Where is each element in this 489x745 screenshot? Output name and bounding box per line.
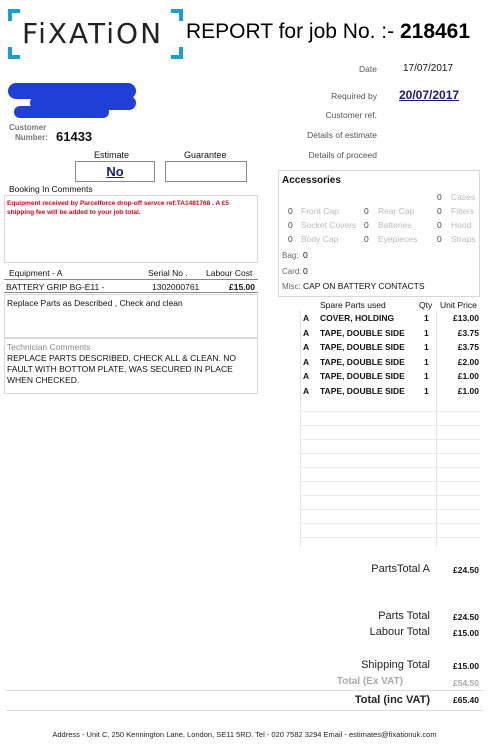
accessory-qty: 0 (437, 234, 442, 244)
logo-bracket (171, 47, 183, 59)
accessory-filters: Filters (451, 206, 475, 216)
divider (6, 710, 483, 711)
parts-total-value: £24.50 (453, 612, 479, 622)
part-price: £2.00 (457, 356, 479, 367)
part-name: COVER, HOLDING (320, 313, 395, 323)
part-name: TAPE, DOUBLE SIDE (320, 327, 405, 338)
accessory-qty: 0 (288, 206, 293, 216)
date-label: Date (359, 64, 377, 74)
estimate-label: Estimate (94, 150, 130, 160)
grid-line (300, 453, 480, 454)
estimate-details-label: Details of estimate (307, 130, 377, 140)
part-qty: 1 (424, 313, 429, 323)
guarantee-box (165, 161, 247, 182)
parts-total-a-value: £24.50 (453, 565, 479, 575)
footer-address: Address - Unit C, 250 Kennington Lane, London, SE11 5RD. Tel - 020 7582 3294 Email - estimates@fixationuk.com (52, 730, 437, 739)
table-row (0, 369, 489, 384)
accessories-title: Accessories (282, 175, 341, 186)
shipping-total-value: £15.00 (453, 661, 479, 671)
part-name: TAPE, DOUBLE SIDE (320, 385, 405, 396)
redaction-scribble (14, 106, 109, 118)
accessory-qty: 0 (364, 206, 369, 216)
table-row (0, 326, 489, 341)
accessory-qty: 0 (364, 220, 369, 230)
part-price: £3.75 (457, 342, 479, 352)
grid-line (300, 411, 480, 412)
logo-bracket (171, 9, 183, 21)
part-price: £1.00 (457, 371, 479, 381)
labour-header: Labour Cost (206, 268, 253, 278)
accessory-socket-covers: Socket Covers (301, 220, 357, 230)
accessory-qty: 0 (288, 220, 293, 230)
required-by-value: 20/07/2017 (399, 88, 460, 102)
grid-line (300, 425, 480, 426)
divider (6, 690, 483, 691)
part-ref: A (303, 356, 310, 367)
equipment-name: BATTERY GRIP BG-E11 - (6, 282, 105, 292)
customer-number: 61433 (56, 129, 93, 144)
accessory-cases: Cases (451, 192, 476, 202)
bag-value: 0 (303, 250, 308, 260)
booking-note: Equipment received by Parcelforce drop-off servce ref:TA1481768 . A £5 shipping fee will be added to your job total. (7, 200, 229, 216)
report-title (186, 20, 470, 44)
equipment-header: Equipment - A (9, 268, 63, 278)
customer-label: Customer (9, 123, 47, 132)
accessory-qty: 0 (288, 234, 293, 244)
parts-header-name: Spare Parts used (320, 300, 386, 310)
guarantee-label: Guarantee (184, 150, 227, 160)
part-qty: 1 (424, 342, 429, 352)
accessory-straps: Straps (451, 234, 476, 244)
parts-header-qty: Qty (419, 300, 433, 310)
bag-label: Bag: (282, 251, 299, 260)
table-row (0, 340, 489, 355)
grid-line (300, 509, 480, 510)
fixation-logo (8, 9, 183, 59)
accessory-qty: 0 (437, 220, 442, 230)
accessory-qty: 0 (437, 192, 442, 202)
part-price: £1.00 (457, 385, 479, 396)
table-row (0, 355, 489, 370)
job-number: 218461 (399, 20, 471, 43)
card-label: Card: (282, 267, 302, 276)
part-qty: 1 (424, 371, 429, 381)
accessory-qty: 0 (364, 234, 369, 244)
part-ref: A (303, 342, 310, 352)
report-title-prefix: REPORT for job No. :- (186, 20, 395, 43)
estimate-box (75, 161, 155, 182)
grid-line (300, 537, 480, 538)
total-ex-vat-label: Total (Ex VAT) (336, 676, 403, 687)
required-by-label: Required by (331, 91, 377, 101)
technician-comments-text: REPLACE PARTS DESCRIBED, CHECK ALL & CLEAN. NO FAULT WITH BOTTOM PLATE, WAS SECURED IN PLACE WHEN CHECKED. (7, 353, 236, 385)
customer-ref-label: Customer ref. (325, 110, 377, 120)
accessory-qty: 0 (437, 206, 442, 216)
technician-comments-label: Technician Comments (7, 342, 91, 352)
parts-total-label: Parts Total (378, 610, 430, 622)
divider (4, 279, 258, 280)
part-name: TAPE, DOUBLE SIDE (320, 356, 405, 367)
accessory-body-cap: Body Cap (301, 234, 339, 244)
accessory-batteries: Batteries (378, 220, 412, 230)
accessories-box (278, 170, 480, 297)
part-price: £13.00 (453, 313, 479, 323)
grid-line (300, 439, 480, 440)
booking-comments-label: Booking In Comments (9, 184, 93, 194)
part-ref: A (303, 313, 310, 323)
labour-total-label: Labour Total (369, 626, 430, 638)
serial-header: Serial No . (148, 268, 188, 278)
part-qty: 1 (424, 356, 429, 367)
part-qty: 1 (424, 327, 429, 338)
misc-label: Misc: (282, 282, 301, 291)
equipment-serial: 1302000761 (152, 282, 200, 292)
parts-header-price: Unit Price (440, 300, 477, 310)
logo-text: FiXATiON (22, 17, 164, 50)
date-value: 17/07/2017 (403, 63, 454, 74)
grid-line (300, 481, 480, 482)
accessory-front-cap: Front Cap (301, 206, 339, 216)
parts-table (0, 311, 489, 401)
accessory-rear-cap: Rear Cap (378, 206, 415, 216)
grid-line (300, 495, 480, 496)
proceed-details-label: Details of proceed (308, 150, 377, 160)
misc-value: CAP ON BATTERY CONTACTS (303, 281, 425, 291)
booking-comments-box (4, 195, 258, 263)
card-value: 0 (303, 266, 308, 276)
table-row (0, 384, 489, 399)
part-ref: A (303, 327, 310, 338)
labour-total-value: £15.00 (453, 628, 479, 638)
divider (4, 292, 258, 293)
grid-line (300, 467, 480, 468)
equipment-instruction: Replace Parts as Described , Check and clean (7, 298, 183, 308)
estimate-value: No (106, 164, 124, 179)
total-inc-vat-label: Total (inc VAT) (354, 694, 430, 706)
total-inc-vat-value: £65.40 (453, 695, 479, 705)
part-ref: A (303, 371, 310, 381)
equipment-labour: £15.00 (229, 282, 255, 292)
part-name: TAPE, DOUBLE SIDE (320, 342, 405, 352)
grid-line (300, 523, 480, 524)
accessory-hood: Hood (451, 220, 472, 230)
accessory-eyepieces: Eyepieces (378, 234, 418, 244)
part-ref: A (303, 385, 310, 396)
logo-bracket (8, 47, 20, 59)
grid-line (436, 311, 437, 546)
table-row (0, 311, 489, 326)
total-ex-vat-value: £54.50 (453, 678, 479, 688)
logo-bracket (8, 9, 20, 21)
part-name: TAPE, DOUBLE SIDE (320, 371, 405, 381)
grid-line (300, 311, 301, 546)
customer-number-label: Number: (15, 133, 48, 142)
part-qty: 1 (424, 385, 429, 396)
shipping-total-label: Shipping Total (361, 659, 430, 671)
part-price: £3.75 (457, 327, 479, 338)
parts-total-a-label: PartsTotal A (371, 563, 430, 575)
